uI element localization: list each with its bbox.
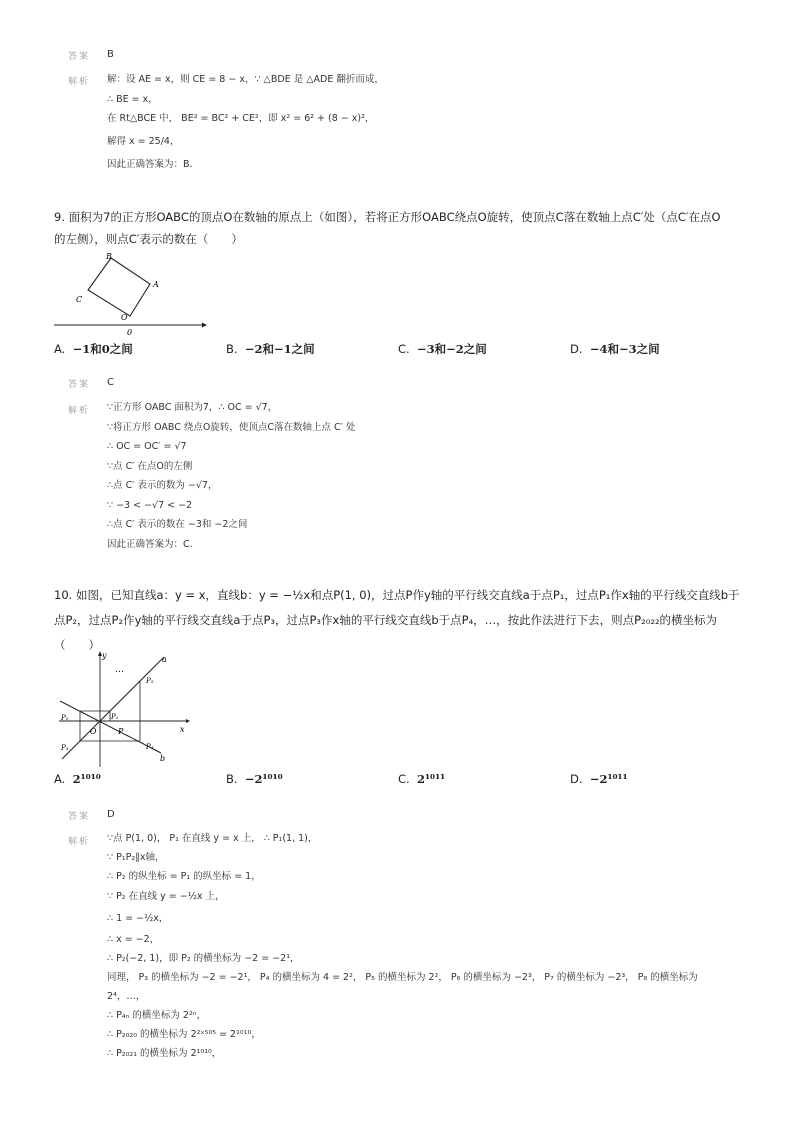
option-letter: B. [226,342,238,356]
option-c[interactable] [398,341,487,357]
solution-line: ∴ P₂₀₂₀ 的横坐标为 2²ˣ⁵⁰⁵ = 2¹⁰¹⁰， [107,1029,261,1040]
stem-line: 9. 面积为7的正方形OABC的顶点O在数轴的原点上（如图），若将正方形OABC绕点O旋转，使顶点C落在数轴上点C′处（点C′在点O [54,210,721,224]
label-p2: P₂ [61,714,69,722]
label-a: A [153,280,159,289]
analysis-tag: 解析 [68,77,91,87]
option-letter: D. [570,772,583,786]
solution-line: ∵ P₂ 在直线 y = −½x 上， [107,891,225,902]
option-text: −1和0之间 [72,342,133,356]
label-p1: P₁ [111,713,119,721]
q8-solution [107,70,384,174]
solution-line: ∴ BE = x， [107,93,158,105]
stem-line: 10. 如图，已知直线a：y = x，直线b：y = −½x和点P(1, 0)，过点P作y轴的平行线交直线a于点P₁，过点P₁作x轴的平行线交直线b于 [54,588,740,602]
label-c: C [76,295,83,304]
analysis-tag: 解析 [68,837,91,847]
option-text: −3和−2之间 [417,342,487,356]
option-text: 2¹⁰¹¹ [417,772,446,786]
option-d[interactable] [570,772,628,786]
q9-solution [107,398,355,554]
option-text: −2¹⁰¹⁰ [244,772,283,786]
solution-line: ∴ x = −2， [107,934,160,945]
solution-line: ∴点 C′ 表示的数为 −√7， [107,480,218,491]
solution-line: ∴ P₂(−2, 1)，即 P₂ 的横坐标为 −2 = −2¹， [107,953,300,964]
option-a[interactable] [54,341,133,357]
solution-line: 在 Rt△BCE 中， BE² = BC² + CE²，即 x² = 6² + (8 − x)²， [107,113,375,124]
label-p4: P₄ [146,743,154,751]
solution-line: ∵点 P(1, 0)， P₁ 在直线 y = x 上， ∴ P₁(1, 1)， [107,833,318,844]
answer-tag: 答案 [68,812,91,822]
solution-line: ∴ 1 = −½x， [107,913,169,924]
option-letter: B. [226,772,238,786]
label-p: P [118,727,124,736]
option-text: −4和−3之间 [589,342,660,356]
option-b[interactable] [226,772,283,786]
label-zero: 0 [127,328,133,337]
option-letter: C. [398,342,410,356]
label-b: b [160,754,166,763]
label-o: O [90,727,97,736]
solution-line: ∵将正方形 OABC 绕点O旋转，使顶点C落在数轴上点 C′ 处 [107,421,356,433]
label-x: x [180,725,185,734]
label-p5: P₅ [146,677,154,685]
option-letter: C. [398,772,410,786]
solution-line: ∵正方形 OABC 面积为7，∴ OC = √7， [107,402,278,413]
x-axis-arrow [186,719,190,723]
option-c[interactable] [398,772,445,786]
label-y: y [102,651,107,660]
q10-figure [56,650,196,768]
solution-line: ∴ P₂ 的纵坐标 = P₁ 的纵坐标 = 1， [107,871,261,882]
option-letter: A. [54,772,66,786]
option-text: 2¹⁰¹⁰ [72,772,101,786]
q10-solution [107,829,698,1063]
solution-line: ∵点 C′ 在点O的左侧 [107,460,193,472]
solution-line: 因此正确答案为：C． [107,538,200,550]
label-o: O [121,313,128,322]
stem-line: 的左侧），则点C′表示的数在（ ） [54,232,243,246]
label-a: a [162,655,167,664]
option-letter: D. [570,342,583,356]
option-text: −2和−1之间 [244,342,315,356]
q9-stem [54,206,721,250]
option-a[interactable] [54,772,101,786]
solution-line: 2⁴，…， [107,991,146,1002]
answer-value: D [107,809,115,820]
answer-tag: 答案 [68,52,91,62]
q10-stem [54,583,740,658]
option-letter: A. [54,342,66,356]
q9-figure [52,248,212,338]
option-d[interactable] [570,341,660,357]
answer-tag: 答案 [68,380,91,390]
solution-line: ∵ P₁P₂∥x轴， [107,852,165,863]
solution-line: ∵ −3 < −√7 < −2 [107,499,193,511]
solution-line: 同理， P₃ 的横坐标为 −2 = −2¹， P₄ 的横坐标为 4 = 2²， P₅ 的横坐标为 2²， P₆ 的横坐标为 −2³， P₇ 的横坐标为 −2³， P₈ 的横坐标为 [107,972,698,983]
solution-line: ∴ OC = OC′ = √7 [107,441,187,452]
label-p3: P₃ [61,744,69,752]
stem-line: 点P₂，过点P₂作y轴的平行线交直线a于点P₃，过点P₃作x轴的平行线交直线b于点P₄，…，按此作法进行下去，则点P₂₀₂₂的横坐标为 [54,613,718,627]
label-dots: … [115,665,124,675]
solution-line: ∴ P₄ₙ 的横坐标为 2²ⁿ， [107,1010,207,1021]
solution-line: 解：设 AE = x，则 CE = 8 − x，∵ △BDE 是 △ADE 翻折而成， [107,74,384,85]
answer-value: B [107,49,114,60]
option-text: −2¹⁰¹¹ [589,772,628,786]
solution-line: ∴点 C′ 表示的数在 −3和 −2之间 [107,519,248,530]
axis-arrow [202,323,207,328]
analysis-tag: 解析 [68,406,91,416]
option-b[interactable] [226,341,315,357]
solution-line: ∴ P₂₀₂₁ 的横坐标为 2¹⁰¹⁰， [107,1048,222,1059]
square-oabc [88,258,150,316]
stem-line: （ ） [54,638,100,652]
answer-value: C [107,377,114,388]
solution-line: 因此正确答案为：B． [107,158,200,170]
label-b: B [106,252,112,261]
solution-line: 解得 x = 25/4， [107,135,180,147]
